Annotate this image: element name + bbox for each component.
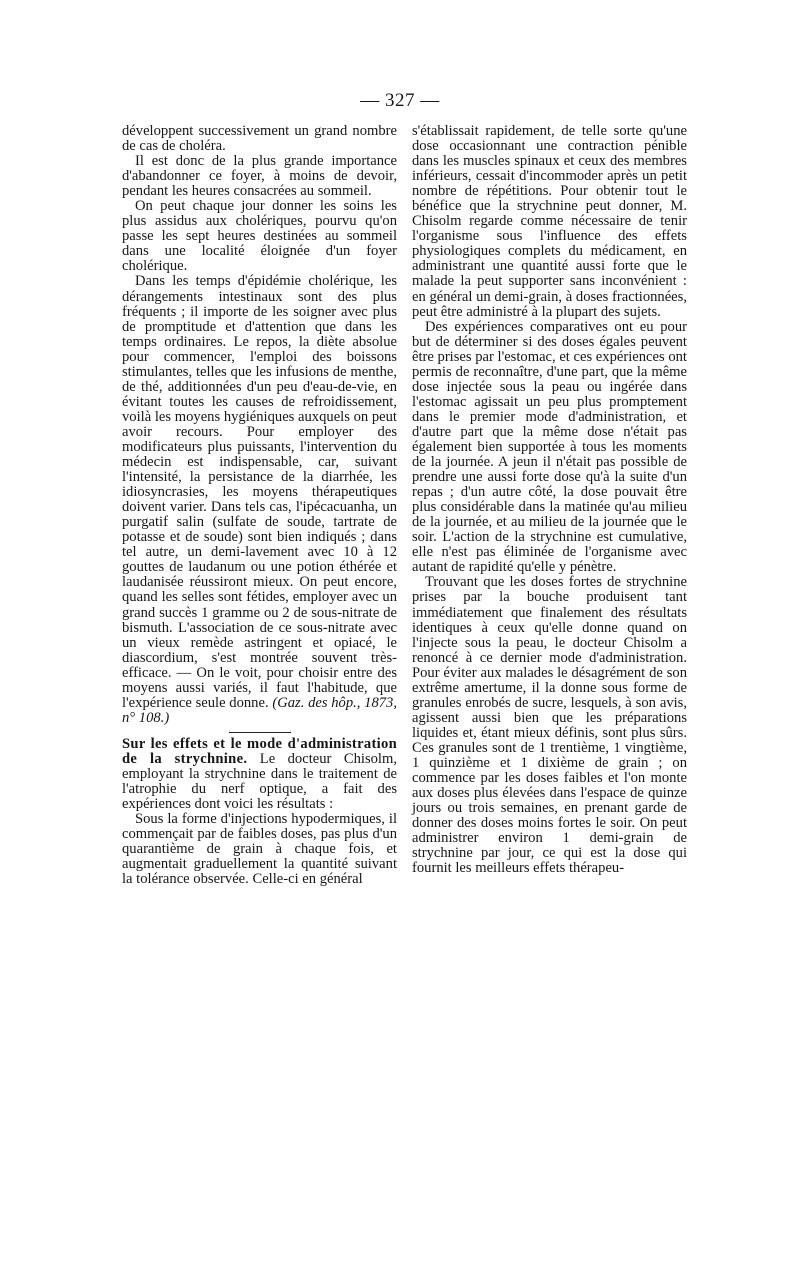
paragraph: Sous la forme d'injections hypodermiques, il commençait par de faibles doses, pas plus d'un quarantième de grain à chaque fois, et augmentait graduellement la quantité suivant la tolérance observée. Celle-ci en général <box>122 811 397 888</box>
left-column <box>122 124 397 887</box>
right-column <box>412 124 687 876</box>
paragraph: développent successivement un grand nombre de cas de choléra. <box>122 123 397 155</box>
section-divider <box>229 732 291 733</box>
paragraph: Trouvant que les doses fortes de strychnine prises par la bouche produisent tant immédiatement que finalement des résultats identiques à ceux qu'elle donne quand on l'injecte sous la peau, le docteur Chisolm a renoncé à ce dernier mode d'administration. Pour éviter aux malades le désagrément de son extrême amertume, il la donne sous forme de granules enrobés de sucre, lesquels, à son avis, agissent aussi bien que les préparations liquides et, étant mieux définis, sont plus sûrs. Ces granules sont de 1 trentième, 1 vingtième, 1 quinzième et 1 dixième de grain ; on commence par les doses faibles et l'on monte aux doses plus élevées dans l'espace de quinze jours ou trois semaines, en prenant garde de donner des doses moins fortes le soir. On peut administrer environ 1 demi-grain de strychnine par jour, ce qui est la dose qui fournit les meilleurs effets thérapeu- <box>412 574 687 877</box>
paragraph <box>122 274 397 725</box>
paragraph-text: Le docteur Chisolm, employant la strychnine dans le traitement de l'atrophie du nerf optique, a fait des expériences dont voici les résultats : <box>122 750 397 813</box>
paragraph: On peut chaque jour donner les soins les plus assidus aux cholériques, pourvu qu'on passe les sept heures destinées au sommeil dans une localité éloignée d'un foyer cholérique. <box>122 198 397 275</box>
paragraph-text: Dans les temps d'épidémie cholérique, les dérangements intestinaux sont des plus fréquents ; il importe de les soigner avec plus de promptitude et d'attention que dans les temps ordinaires. Le repos, la diète absolue pour commencer, l'emploi des boissons stimulantes, telles que les infusions de menthe, de thé, additionnées d'un peu d'eau-de-vie, en évitant toutes les causes de refroidissement, voilà les moyens hygiéniques auxquels on peut avoir recours. Pour employer des modificateurs plus puissants, l'intervention du médecin est indispensable, car, suivant l'intensité, la persistance de la diarrhée, les idiosyncrasies, les moyens thérapeutiques doivent varier. Dans tels cas, l'ipécacuanha, un purgatif salin (sulfate de soude, tartrate de potasse et de soude) sont bien indiqués ; dans tel autre, un demi-lavement avec 10 à 12 gouttes de laudanum ou une potion éthérée et laudanisée réussiront mieux. On peut encore, quand les selles sont fétides, employer avec un grand succès 1 gramme ou 2 de sous-nitrate de bismuth. L'association de ce sous-nitrate avec un vieux remède astringent et opiacé, le diascordium, s'est montrée souvent très-efficace. — On le voit, pour choisir entre des moyens aussi variés, il faut l'habitude, que l'expérience seule donne. <box>122 273 397 711</box>
page-number: — 327 — <box>360 90 440 111</box>
paragraph: s'établissait rapidement, de telle sorte qu'une dose occasionnant une contraction pénible dans les muscles spinaux et ceux des membres inférieurs, cessait d'incommoder après un petit nombre de répétitions. Pour obtenir tout le bénéfice que la strychnine peut donner, M. Chisolm regarde comme nécessaire de tenir l'organisme sous l'influence des effets physiologiques complets du médicament, en administrant une quantité aussi forte que le malade la peut supporter sans inconvénient : en général un demi-grain, à doses fractionnées, peut être administré à la plupart des sujets. <box>412 123 687 320</box>
citation: (Gaz. des hôp., 1873, n° 108.) <box>122 694 397 726</box>
paragraph: Il est donc de la plus grande importance d'abandonner ce foyer, à moins de devoir, pendant les heures consacrées au sommeil. <box>122 153 397 200</box>
section-title: Sur les effets et le mode d'administration de la strychnine. <box>122 735 397 767</box>
paragraph: Des expériences comparatives ont eu pour but de déterminer si des doses égales peuvent être prises par l'estomac, et ces expériences ont permis de reconnaître, d'une part, que la même dose injectée sous la peau ou ingérée dans l'estomac agissait un peu plus promptement dans le premier mode d'administration, et d'autre part que la même dose n'était pas également bien supportée à tous les moments de la journée. A jeun il n'était pas possible de prendre une aussi forte dose qu'à la suite d'un repas ; d'un autre côté, la dose pouvait être plus considérable dans la matinée qu'au milieu de la journée, et au milieu de la journée que le soir. L'action de la strychnine est cumulative, elle n'est pas éliminée de l'organisme avec autant de rapidité qu'elle y pénètre. <box>412 318 687 576</box>
paragraph <box>122 737 397 812</box>
